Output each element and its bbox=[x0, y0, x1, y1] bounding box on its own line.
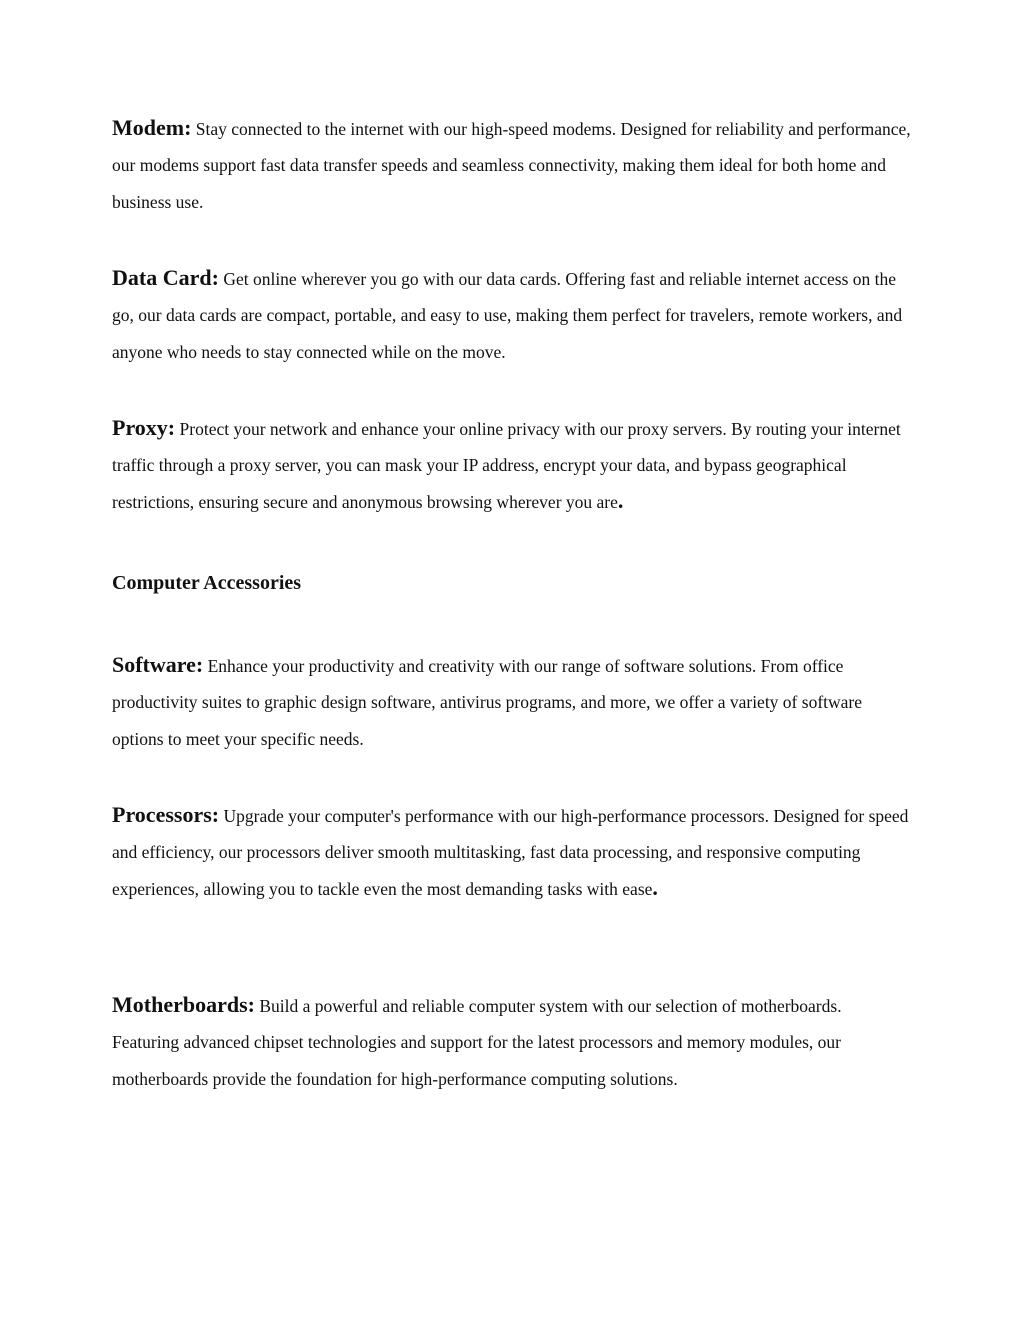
motherboards-paragraph bbox=[112, 987, 912, 1098]
modem-paragraph bbox=[112, 110, 912, 221]
proxy-term: Proxy: bbox=[112, 415, 176, 440]
modem-description: Stay connected to the internet with our high-speed modems. Designed for reliability and performance, our modems support fast data transfer speeds and seamless connectivity, making them ideal for both home and business use. bbox=[112, 119, 911, 212]
software-paragraph bbox=[112, 647, 912, 758]
data-card-paragraph bbox=[112, 260, 912, 371]
modem-term: Modem: bbox=[112, 115, 192, 140]
proxy-paragraph bbox=[112, 410, 912, 521]
data-card-description: Get online wherever you go with our data cards. Offering fast and reliable internet access on the go, our data cards are compact, portable, and easy to use, making them perfect for travelers, remote workers, and anyone who needs to stay connected while on the move. bbox=[112, 269, 903, 362]
proxy-description: Protect your network and enhance your online privacy with our proxy servers. By routing your internet traffic through a proxy server, you can mask your IP address, encrypt your data, and bypass geographical restrictions, ensuring secure and anonymous browsing wherever you are bbox=[112, 419, 901, 512]
motherboards-description: Build a powerful and reliable computer system with our selection of motherboards. Featuring advanced chipset technologies and support for the latest processors and memory modules, our motherboards provide the foundation for high-performance computing solutions. bbox=[112, 996, 842, 1089]
section-heading: Computer Accessories bbox=[112, 572, 302, 594]
proxy-trailing: . bbox=[617, 488, 624, 513]
processors-trailing: . bbox=[652, 875, 658, 900]
processors-paragraph bbox=[112, 797, 912, 908]
processors-description: Upgrade your computer's performance with our high-performance processors. Designed for speed and efficiency, our processors deliver smooth multitasking, fast data processing, and responsive computing experiences, allowing you to tackle even the most demanding tasks with ease bbox=[112, 806, 909, 899]
processors-term: Processors: bbox=[112, 802, 220, 827]
data-card-term: Data Card: bbox=[112, 265, 219, 290]
software-description: Enhance your productivity and creativity with our range of software solutions. From office productivity suites to graphic design software, antivirus programs, and more, we offer a variety of software options to meet your specific needs. bbox=[112, 656, 863, 749]
motherboards-term: Motherboards: bbox=[112, 992, 255, 1017]
software-term: Software: bbox=[112, 652, 204, 677]
